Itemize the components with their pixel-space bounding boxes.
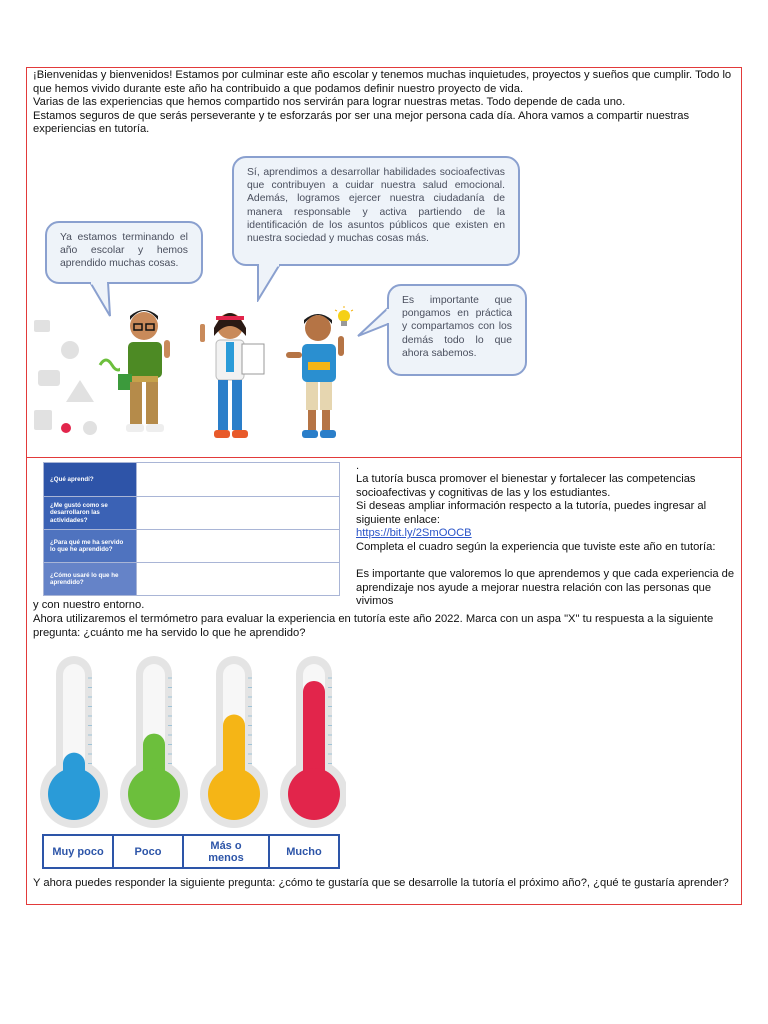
thermometer-bulb [288,768,340,820]
tutoria-paragraph-4-end: y con nuestro entorno. [33,599,145,611]
thermometer-2 [120,656,188,828]
section-divider [26,457,742,458]
decorative-doodles [30,310,120,450]
intro-paragraph-1: ¡Bienvenidas y bienvenidos! Estamos por culminar este año escolar y tenemos muchas inquietudes, proyectos y sueños que cumplir. Todo lo que hemos vivido durante este año ha contribuido a que podamos definir nuestro proyecto de vida. [33,69,732,95]
answer-cell[interactable] [137,463,340,497]
speech-bubble-right-text: Es importante que pongamos en práctica y compartamos con los demás todo lo que ahora sabemos. [402,295,512,359]
thermometer-bulb [208,768,260,820]
speech-bubble-left-text: Ya estamos terminando el año escolar y hemos aprendido muchas cosas. [60,232,188,270]
intro-paragraph-2: Varias de las experiencias que hemos compartido nos servirán para lograr nuestras metas. Todo depende de cada uno. [33,96,626,109]
thermometer-graphic [36,656,346,832]
scale-option-mucho[interactable]: Mucho [286,845,322,858]
speech-bubble-center [232,156,520,266]
tutoria-link[interactable]: https://bit.ly/2SmOOCB [356,527,472,540]
closing-question: Y ahora puedes responder la siguiente pregunta: ¿cómo te gustaría que se desarrolle la tutoría el próximo año?, ¿qué te gustaría aprender? [33,877,729,889]
speech-bubble-left [45,221,203,284]
tutoria-paragraph-1: La tutoría busca promover el bienestar y fortalecer las competencias socioafectivas y cognitivas de las y los estudiantes. [356,473,696,499]
thermometer-instructions: Ahora utilizaremos el termómetro para evaluar la experiencia en tutoría este año 2022. Marca con un aspa "X" tu respuesta a la siguiente pregunta: ¿cuánto me ha servido lo que he aprendido? [33,613,714,639]
stray-dot: . [356,460,360,472]
lightbulb-icon [334,306,354,330]
student-boy-glasses-illustration [108,304,188,444]
table-question: ¿Me gustó como se desarrollaron las actividades? [44,497,137,530]
thermometer-1 [40,656,108,828]
answer-cell[interactable] [137,497,340,530]
scale-option-mas-o-menos[interactable]: Más o menos [184,836,270,867]
scale-option-muy-poco[interactable]: Muy poco [44,836,114,867]
intro-paragraph-3: Estamos seguros de que serás perseverante y te esforzarás por ser una mejor persona cada día. Ahora vamos a compartir nuestras experiencias en tutoría. [33,109,690,136]
reflection-table [43,462,340,596]
table-question: ¿Qué aprendí? [44,463,137,497]
table-row [44,497,340,530]
thermometer-4 [280,656,346,828]
scale-option-poco[interactable]: Poco [114,836,184,867]
student-girl-illustration [196,304,268,446]
table-question: ¿Cómo usaré lo que he aprendido? [44,563,137,596]
speech-bubble-right [387,284,527,376]
tutoria-paragraph-2: Si deseas ampliar información respecto a la tutoría, puedes ingresar al siguiente enlace: [356,500,707,526]
thermometer-bulb [48,768,100,820]
thermometer-bulb [128,768,180,820]
evaluation-scale [42,834,340,869]
table-row [44,463,340,497]
thermometer-3 [200,656,268,828]
tutoria-paragraph-4: Es importante que valoremos lo que aprendemos y que cada experiencia de aprendizaje nos ayude a mejorar nuestra relación con las personas que vivimos [356,568,735,608]
intro-text [33,69,737,137]
speech-bubble-center-text: Sí, aprendimos a desarrollar habilidades socioafectivas que contribuyen a cuidar nuestra salud emocional. Además, logramos ejercer nuestra ciudadanía de manera responsable y activa partiendo de la identificación de los asuntos públicos que existen en nuestra sociedad y muchas cosas más. [247,167,505,245]
speech-bubble-center-tail [254,264,284,302]
table-row [44,563,340,596]
tutoria-paragraph-3: Completa el cuadro según la experiencia que tuviste este año en tutoría: [356,540,716,553]
table-row [44,530,340,563]
table-question: ¿Para qué me ha servido lo que he aprendido? [44,530,137,563]
tutoria-info [356,473,736,609]
answer-cell[interactable] [137,563,340,596]
answer-cell[interactable] [137,530,340,563]
